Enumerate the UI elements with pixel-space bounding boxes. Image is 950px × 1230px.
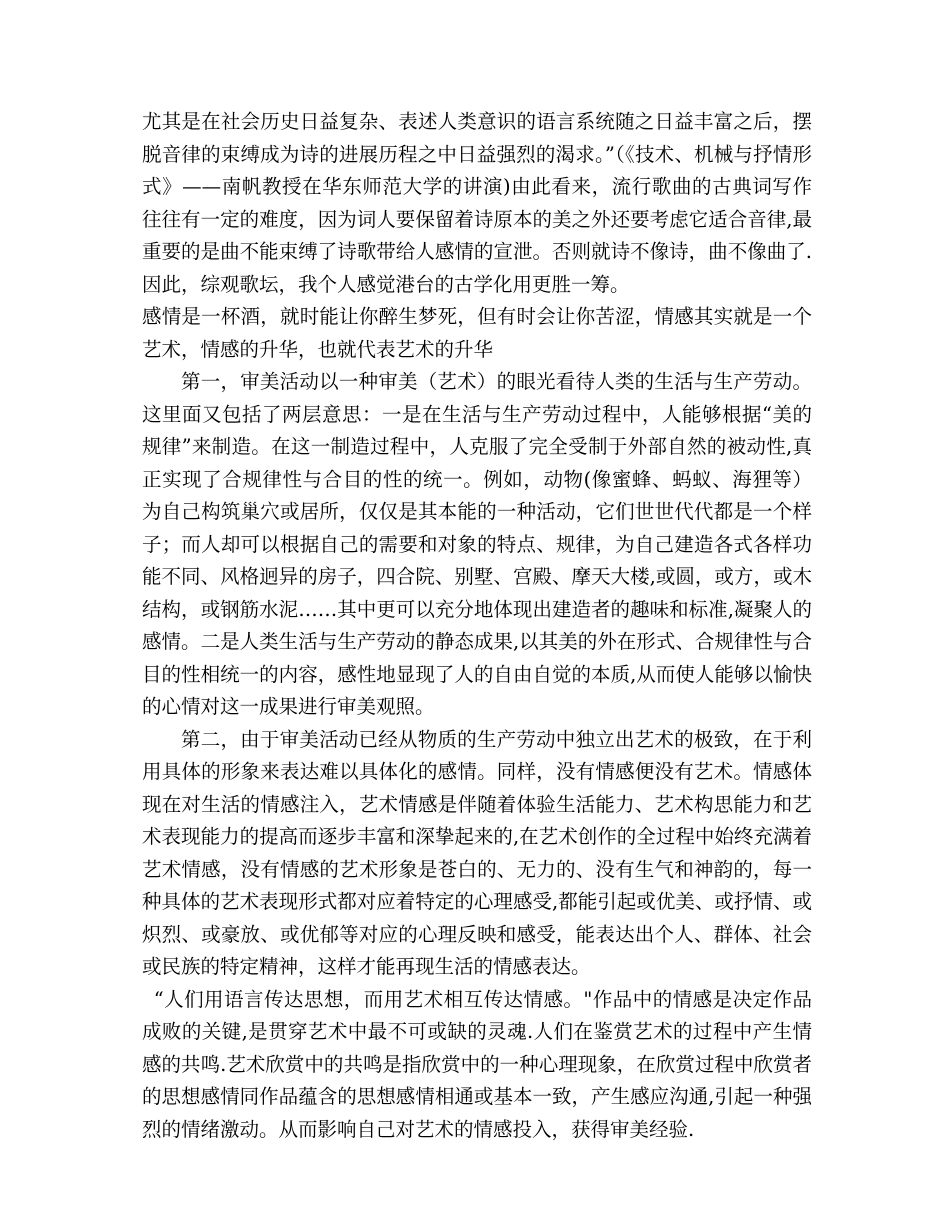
document-body: [142, 106, 812, 1146]
paragraph-second-point: 第二，由于审美活动已经从物质的生产劳动中独立出艺术的极致，在于利用具体的形象来表达难以具体化的感情。同样，没有情感便没有艺术。情感体现在对生活的情感注入，艺术情感是伴随着体验生活能力、艺术构思能力和艺术表现能力的提高而逐步丰富和深挚起来的,在艺术创作的全过程中始终充满着艺术情感，没有情感的艺术形象是苍白的、无力的、没有生气和神韵的，每一种具体的艺术表现形式都对应着特定的心理感受,都能引起或优美、或抒情、或炽烈、或豪放、或优郁等对应的心理反映和感受，能表达出个人、群体、社会或民族的特定精神，这样才能再现生活的情感表达。: [142, 727, 812, 978]
paragraph-first-point: 第一，审美活动以一种审美（艺术）的眼光看待人类的生活与生产劳动。这里面又包括了两层意思：一是在生活与生产劳动过程中，人能够根据“美的规律”来制造。在这一制造过程中，人克服了完全受制于外部自然的被动性,真正实现了合规律性与合目的性的统一。例如，动物(像蜜蜂、蚂蚁、海狸等）为自己构筑巢穴或居所，仅仅是其本能的一种活动，它们世世代代都是一个样子；而人却可以根据自己的需要和对象的特点、规律，为自己建造各式各样功能不同、风格迥异的房子，四合院、别墅、宫殿、摩天大楼,或圆，或方，或木结构，或钢筋水泥……其中更可以充分地体现出建造者的趣味和标准,凝聚人的感情。二是人类生活与生产劳动的静态成果,以其美的外在形式、合规律性与合目的性相统一的内容，感性地显现了人的自由自觉的本质,从而使人能够以愉快的心情对这一成果进行审美观照。: [142, 370, 812, 718]
paragraph-emotion-wine: 感情是一杯酒，就时能让你醉生梦死，但有时会让你苦涩，情感其实就是一个艺术，情感的升华，也就代表艺术的升华: [142, 305, 812, 361]
paragraph-art-communication: “人们用语言传达思想，而用艺术相互传达情感。"作品中的情感是决定作品成败的关键,是贯穿艺术中最不可或缺的灵魂.人们在鉴赏艺术的过程中产生情感的共鸣.艺术欣赏中的共鸣是指欣赏中的一种心理现象，在欣赏过程中欣赏者的思想感情同作品蕴含的思想感情相通或基本一致，产生感应沟通,引起一种强烈的情绪激动。从而影响自己对艺术的情感投入，获得审美经验.: [142, 987, 812, 1141]
paragraph-poetry-music: 尤其是在社会历史日益复杂、表述人类意识的语言系统随之日益丰富之后，摆脱音律的束缚成为诗的进展历程之中日益强烈的渴求。”（《技术、机械与抒情形式》——南帆教授在华东师范大学的讲演)由此看来，流行歌曲的古典词写作往往有一定的难度，因为词人要保留着诗原本的美之外还要考虑它适合音律,最重要的是曲不能束缚了诗歌带给人感情的宣泄。否则就诗不像诗，曲不像曲了.因此，综观歌坛，我个人感觉港台的古学化用更胜一筹。: [142, 110, 812, 296]
